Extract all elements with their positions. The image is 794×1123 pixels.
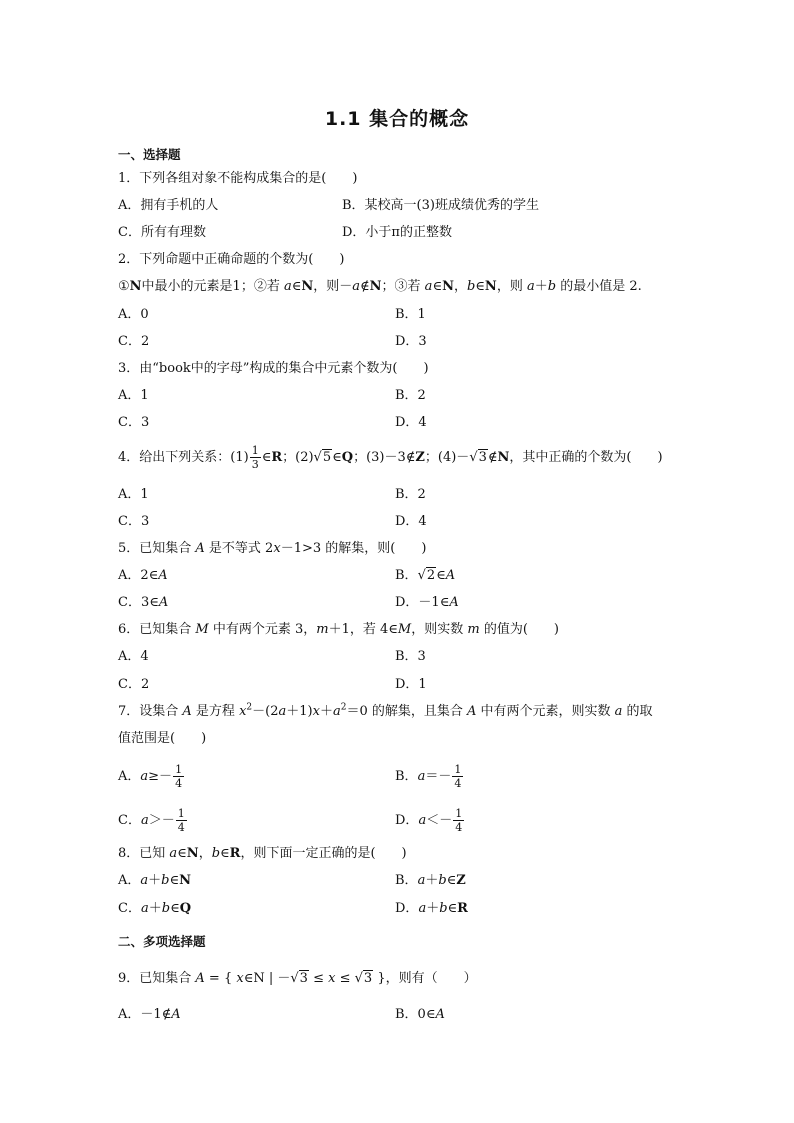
question-2-option-b: B．1 bbox=[395, 307, 426, 322]
question-3-option-b: B．2 bbox=[395, 388, 426, 403]
page-title: 1.1 集合的概念 bbox=[324, 108, 470, 130]
question-7-option-a: A．a≥－ $\frac{1}{4}$ bbox=[118, 763, 183, 790]
question-7-option-d: D．a＜－ $\frac{1}{4}$ bbox=[395, 807, 463, 834]
section-heading-single-choice: 一、选择题 bbox=[118, 147, 181, 162]
question-7-stem: 7．设集合 A 是方程 $x^2-(2a+1)x+a^2=0$ 的解集，且集合 A 中有两个元素，则实数 a 的取 bbox=[118, 702, 653, 719]
question-4-option-b: B．2 bbox=[395, 487, 426, 502]
question-6-option-a: A．4 bbox=[118, 649, 149, 664]
question-1-option-c: C．所有有理数 bbox=[118, 225, 206, 240]
question-8-option-c: C．a＋b∈Q bbox=[118, 901, 192, 916]
question-6-option-d: D．1 bbox=[395, 677, 427, 692]
question-2-option-c: C．2 bbox=[118, 334, 150, 349]
question-5-option-a: A．2∈A bbox=[118, 568, 168, 583]
question-5-option-d: D．－1∈A bbox=[395, 595, 459, 610]
question-1-option-b: B．某校高一(3)班成绩优秀的学生 bbox=[342, 198, 539, 213]
question-4-option-c: C．3 bbox=[118, 514, 150, 529]
question-2-option-a: A．0 bbox=[118, 307, 149, 322]
question-5-option-c: C．3∈A bbox=[118, 595, 169, 610]
question-3-stem: 3．由“book中的字母”构成的集合中元素个数为( ) bbox=[118, 361, 429, 376]
question-4-option-d: D．4 bbox=[395, 514, 427, 529]
question-6-option-c: C．2 bbox=[118, 677, 150, 692]
question-2-option-d: D．3 bbox=[395, 334, 427, 349]
question-4-option-a: A．1 bbox=[118, 487, 149, 502]
question-8-option-d: D．a＋b∈R bbox=[395, 901, 468, 916]
question-3-option-c: C．3 bbox=[118, 415, 150, 430]
question-7-option-c: C．a＞－ $\frac{1}{4}$ bbox=[118, 807, 185, 834]
question-9-option-a: A．－1∉A bbox=[118, 1007, 181, 1022]
question-8-stem: 8．已知 a∈N，b∈R，则下面一定正确的是( ) bbox=[118, 846, 407, 861]
question-8-option-b: B．a＋b∈Z bbox=[395, 873, 466, 888]
fraction-one-third: $\frac{1}{3}$ bbox=[251, 444, 259, 471]
question-5-option-b: B．√2∈A bbox=[395, 568, 456, 583]
question-2-stem: 2．下列命题中正确命题的个数为( ) bbox=[118, 252, 345, 267]
question-2-propositions: ①N中最小的元素是1；②若 a∈N，则－a∉N；③若 a∈N，b∈N，则 a＋b 的最小值是 2. bbox=[118, 279, 642, 294]
question-9-stem: 9．已知集合 A = { x∈N | －√3 ≤ x ≤ √3 }，则有（ ） bbox=[118, 971, 477, 986]
question-9-option-b: B．0∈A bbox=[395, 1007, 445, 1022]
question-7-stem-line2: 值范围是( ) bbox=[118, 731, 207, 746]
question-1-stem: 1．下列各组对象不能构成集合的是( ) bbox=[118, 171, 358, 186]
section-heading-multiple-choice: 二、多项选择题 bbox=[118, 934, 206, 949]
question-3-option-a: A．1 bbox=[118, 388, 149, 403]
question-1-option-a: A．拥有手机的人 bbox=[118, 198, 219, 213]
question-4-stem: 4．给出下列关系：(1) $\frac{1}{3}$ ∈R；(2)√5∈Q；(3)－3∉Z；(4)－√3∉N，其中正确的个数为( ) bbox=[118, 444, 663, 471]
sqrt-3: √3 bbox=[469, 450, 487, 465]
question-6-stem: 6．已知集合 M 中有两个元素 3，m＋1，若 4∈M，则实数 m 的值为( ) bbox=[118, 622, 559, 637]
question-6-option-b: B．3 bbox=[395, 649, 426, 664]
question-3-option-d: D．4 bbox=[395, 415, 427, 430]
question-8-option-a: A．a＋b∈N bbox=[118, 873, 192, 888]
question-1-option-d: D．小于π的正整数 bbox=[342, 225, 452, 240]
sqrt-5: √5 bbox=[313, 450, 332, 465]
question-5-stem: 5．已知集合 A 是不等式 2x－1>3 的解集，则( ) bbox=[118, 541, 427, 556]
question-7-option-b: B．a＝－ $\frac{1}{4}$ bbox=[395, 763, 462, 790]
